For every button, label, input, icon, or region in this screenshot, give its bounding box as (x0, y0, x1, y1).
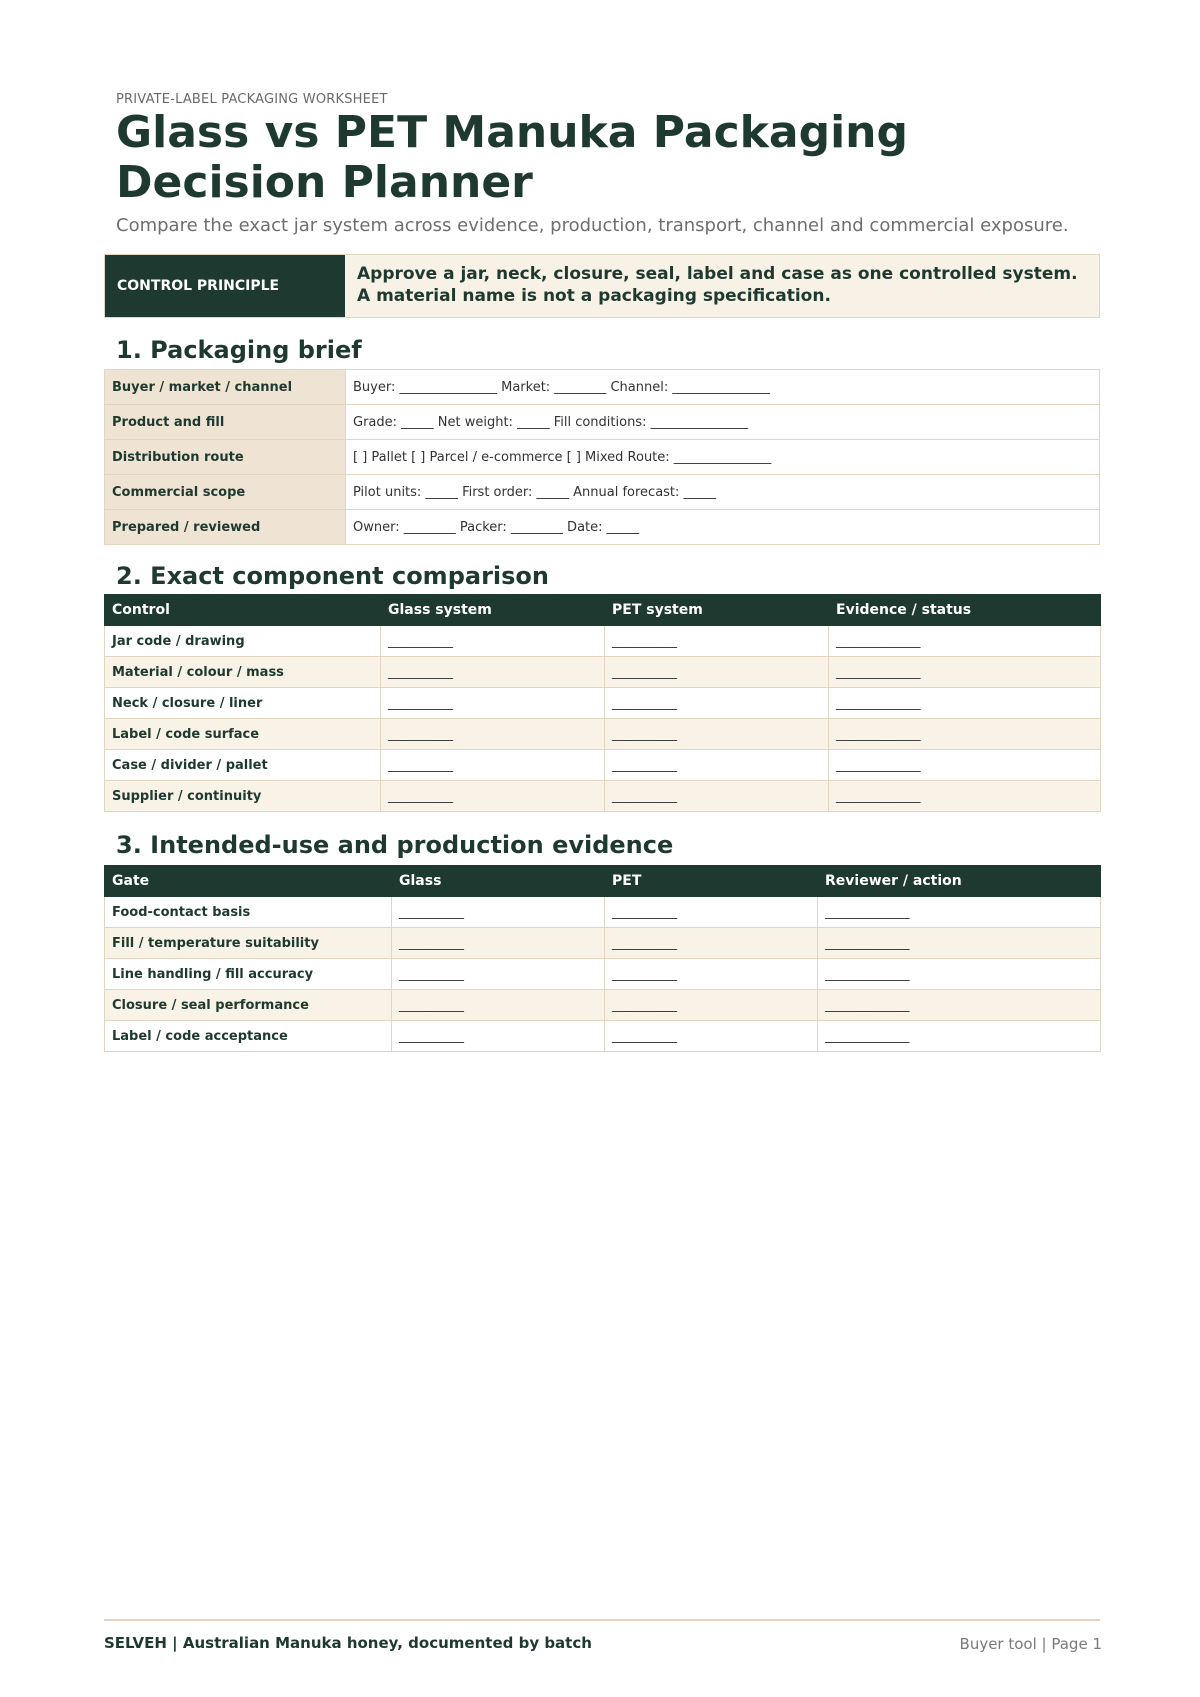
evidence-entry-blank[interactable]: __________ (392, 990, 605, 1021)
evidence-column-header: Glass (392, 866, 605, 897)
table-row (105, 688, 1101, 719)
page-subtitle: Compare the exact jar system across evidence, production, transport, channel and commercial exposure. (116, 215, 1069, 236)
table-row (105, 959, 1101, 990)
table-row (105, 626, 1101, 657)
packaging-brief-table (104, 369, 1100, 545)
comparison-row-label: Supplier / continuity (105, 781, 381, 812)
brief-row-field[interactable]: Pilot units: _____ First order: _____ Annual forecast: _____ (346, 475, 1100, 510)
production-evidence-table (104, 865, 1101, 1052)
eyebrow: PRIVATE-LABEL PACKAGING WORKSHEET (116, 92, 388, 107)
evidence-entry-blank[interactable]: __________ (605, 990, 818, 1021)
comparison-entry-blank[interactable]: __________ (381, 781, 605, 812)
control-principle-label: CONTROL PRINCIPLE (105, 255, 345, 317)
brief-row-label: Product and fill (105, 405, 346, 440)
comparison-entry-blank[interactable]: __________ (605, 626, 829, 657)
comparison-entry-blank[interactable]: _____________ (829, 719, 1101, 750)
comparison-entry-blank[interactable]: __________ (381, 688, 605, 719)
evidence-row-label: Line handling / fill accuracy (105, 959, 392, 990)
evidence-row-label: Food-contact basis (105, 897, 392, 928)
comparison-row-label: Jar code / drawing (105, 626, 381, 657)
comparison-row-label: Material / colour / mass (105, 657, 381, 688)
section-3-heading: 3. Intended-use and production evidence (116, 831, 674, 859)
brief-row-label: Prepared / reviewed (105, 510, 346, 545)
component-comparison-table (104, 594, 1101, 812)
evidence-entry-blank[interactable]: __________ (605, 897, 818, 928)
brief-row-field[interactable]: [ ] Pallet [ ] Parcel / e-commerce [ ] Mixed Route: _______________ (346, 440, 1100, 475)
table-row (105, 928, 1101, 959)
evidence-column-header: Gate (105, 866, 392, 897)
brief-row-label: Buyer / market / channel (105, 370, 346, 405)
evidence-entry-blank[interactable]: __________ (392, 1021, 605, 1052)
section-1-heading: 1. Packaging brief (116, 336, 362, 364)
evidence-entry-blank[interactable]: _____________ (818, 897, 1101, 928)
brief-row-label: Distribution route (105, 440, 346, 475)
evidence-entry-blank[interactable]: __________ (392, 897, 605, 928)
table-row (105, 657, 1101, 688)
control-principle-text: Approve a jar, neck, closure, seal, label and case as one controlled system. A material name is not a packaging specification. (345, 255, 1099, 317)
brief-row (105, 405, 1100, 440)
evidence-row-label: Fill / temperature suitability (105, 928, 392, 959)
comparison-entry-blank[interactable]: __________ (381, 626, 605, 657)
brief-row-field[interactable]: Grade: _____ Net weight: _____ Fill conditions: _______________ (346, 405, 1100, 440)
comparison-column-header: PET system (605, 595, 829, 626)
table-row (105, 750, 1101, 781)
evidence-column-header: Reviewer / action (818, 866, 1101, 897)
evidence-entry-blank[interactable]: __________ (605, 1021, 818, 1052)
control-principle-box (104, 254, 1100, 318)
table-row (105, 719, 1101, 750)
page-title: Glass vs PET Manuka Packaging Decision Planner (116, 107, 908, 208)
brief-row (105, 510, 1100, 545)
comparison-entry-blank[interactable]: _____________ (829, 657, 1101, 688)
evidence-entry-blank[interactable]: _____________ (818, 1021, 1101, 1052)
evidence-row-label: Closure / seal performance (105, 990, 392, 1021)
comparison-entry-blank[interactable]: __________ (605, 750, 829, 781)
footer-brand: SELVEH | Australian Manuka honey, documented by batch (104, 1634, 592, 1652)
evidence-row-label: Label / code acceptance (105, 1021, 392, 1052)
evidence-entry-blank[interactable]: _____________ (818, 990, 1101, 1021)
brief-row (105, 370, 1100, 405)
footer-page: Buyer tool | Page 1 (959, 1635, 1102, 1653)
brief-row-field[interactable]: Owner: ________ Packer: ________ Date: _____ (346, 510, 1100, 545)
comparison-entry-blank[interactable]: _____________ (829, 688, 1101, 719)
comparison-entry-blank[interactable]: __________ (381, 719, 605, 750)
evidence-entry-blank[interactable]: _____________ (818, 928, 1101, 959)
evidence-entry-blank[interactable]: __________ (392, 928, 605, 959)
comparison-row-label: Label / code surface (105, 719, 381, 750)
comparison-entry-blank[interactable]: _____________ (829, 781, 1101, 812)
comparison-entry-blank[interactable]: __________ (605, 688, 829, 719)
table-row (105, 1021, 1101, 1052)
footer-divider (104, 1619, 1100, 1621)
comparison-entry-blank[interactable]: _____________ (829, 750, 1101, 781)
comparison-entry-blank[interactable]: __________ (381, 657, 605, 688)
comparison-row-label: Neck / closure / liner (105, 688, 381, 719)
brief-row (105, 475, 1100, 510)
comparison-entry-blank[interactable]: __________ (605, 781, 829, 812)
comparison-entry-blank[interactable]: _____________ (829, 626, 1101, 657)
comparison-column-header: Evidence / status (829, 595, 1101, 626)
table-row (105, 897, 1101, 928)
brief-row (105, 440, 1100, 475)
evidence-column-header: PET (605, 866, 818, 897)
table-row (105, 781, 1101, 812)
evidence-entry-blank[interactable]: __________ (605, 959, 818, 990)
table-row (105, 990, 1101, 1021)
comparison-column-header: Glass system (381, 595, 605, 626)
evidence-entry-blank[interactable]: __________ (392, 959, 605, 990)
brief-row-field[interactable]: Buyer: _______________ Market: ________ Channel: _______________ (346, 370, 1100, 405)
comparison-entry-blank[interactable]: __________ (381, 750, 605, 781)
comparison-row-label: Case / divider / pallet (105, 750, 381, 781)
comparison-entry-blank[interactable]: __________ (605, 657, 829, 688)
comparison-column-header: Control (105, 595, 381, 626)
evidence-entry-blank[interactable]: __________ (605, 928, 818, 959)
comparison-entry-blank[interactable]: __________ (605, 719, 829, 750)
brief-row-label: Commercial scope (105, 475, 346, 510)
section-2-heading: 2. Exact component comparison (116, 562, 549, 590)
evidence-entry-blank[interactable]: _____________ (818, 959, 1101, 990)
